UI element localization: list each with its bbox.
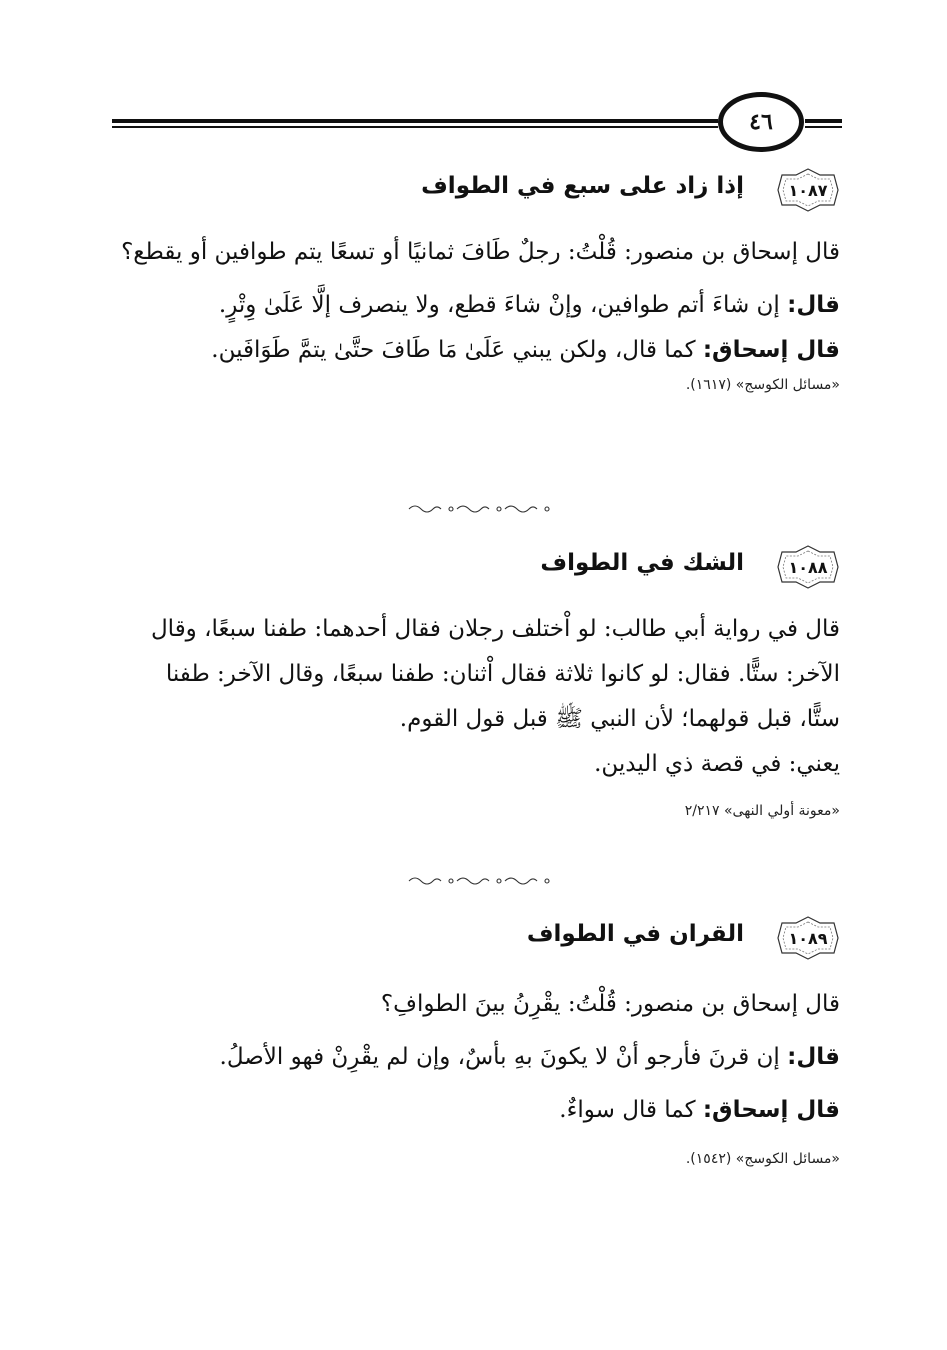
section-title: إذا زاد على سبع في الطواف — [421, 173, 744, 199]
paragraph — [118, 1031, 840, 1084]
section-body — [118, 978, 840, 1167]
paragraph-text: إن قرنَ فأرجو أنْ لا يكونَ بهِ بأسٌ، وإن لم يقْرِنْ فهو الأصلُ. — [219, 1044, 788, 1070]
paragraph — [118, 283, 840, 328]
section-number-badge — [776, 167, 840, 213]
speaker-label: قال: — [787, 1044, 840, 1070]
paragraph-text: كما قال، ولكن يبني عَلَىٰ مَا طَافَ حتَّىٰ يتمَّ طَوَافَين. — [211, 337, 703, 363]
paragraph-text: قال في رواية أبي طالب: لو اْختلف رجلان فقال أحدهما: طفنا سبعًا، وقال الآخر: ستًّا. فقال: لو كانوا ثلاثة فقال اْثنان: طفنا سبعًا، وقال الآخر: طفنا ستًّا، قبل قولهما؛ لأن النبي ﷺ قبل قول القوم. — [150, 616, 840, 732]
speaker-label: قال: — [787, 292, 840, 318]
header-rule-right — [805, 119, 842, 123]
paragraph-text: كما قال سواءٌ. — [559, 1097, 703, 1123]
paragraph — [118, 230, 840, 275]
section-body — [118, 230, 840, 393]
section-title: الشك في الطواف — [540, 550, 744, 576]
paragraph — [118, 742, 840, 787]
header-rule — [112, 119, 718, 123]
paragraph — [118, 607, 840, 742]
section-heading — [118, 167, 840, 215]
divider-ornament-icon — [405, 874, 555, 888]
source-citation: «مسائل الكوسج» (١٦١٧). — [685, 377, 840, 393]
header-rule-thin — [112, 126, 718, 128]
section-number-badge — [776, 915, 840, 961]
section-heading — [118, 915, 840, 963]
paragraph-text: إن شاءَ أتم طوافين، وإنْ شاءَ قطع، ولا ينصرف إلَّا عَلَىٰ وِتْرٍ. — [218, 292, 788, 318]
paragraph — [118, 978, 840, 1031]
paragraph — [118, 328, 840, 373]
divider-ornament-icon — [405, 502, 555, 516]
section-number: ١٠٨٧ — [788, 180, 828, 200]
paragraph-text: قال إسحاق بن منصور: قُلْتُ: يقْرِنُ بينَ الطوافِ؟ — [380, 991, 840, 1017]
section-title: القران في الطواف — [526, 921, 744, 947]
header-rule-right-thin — [805, 126, 842, 128]
section-body — [118, 607, 840, 819]
speaker-label: قال إسحاق: — [702, 337, 840, 363]
paragraph-text: قال إسحاق بن منصور: قُلْتُ: رجلٌ طَافَ ثمانيًا أو تسعًا يتم طوافين أو يقطع؟ — [121, 239, 840, 265]
paragraph-text: يعني: في قصة ذي اليدين. — [594, 751, 840, 777]
page-number: ٤٦ — [718, 92, 804, 152]
section-heading — [118, 544, 840, 592]
source-citation: «مسائل الكوسج» (١٥٤٢). — [685, 1151, 840, 1167]
section-number-badge — [776, 544, 840, 590]
page-header — [112, 92, 842, 154]
section-number: ١٠٨٩ — [788, 928, 828, 948]
section-number: ١٠٨٨ — [788, 557, 828, 577]
paragraph — [118, 1084, 840, 1137]
speaker-label: قال إسحاق: — [702, 1097, 840, 1123]
source-citation: «معونة أولي النهى» ٢/٢١٧ — [684, 803, 840, 819]
